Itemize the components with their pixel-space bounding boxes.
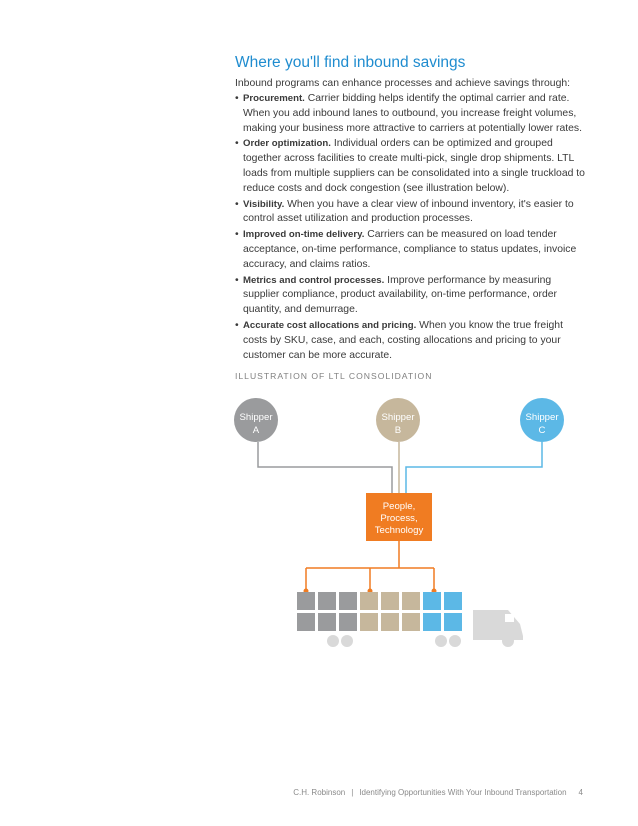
wheel — [341, 635, 353, 647]
svg-text:Shipper: Shipper — [239, 412, 273, 423]
shipper-a-node — [234, 398, 278, 442]
cargo-box — [318, 592, 336, 610]
shipper-c-node — [520, 398, 564, 442]
cargo-box — [423, 613, 441, 631]
cargo-box — [444, 592, 462, 610]
list-item: • Accurate cost allocations and pricing. When you know the true freight costs by SKU, case, and each, costing allocations and pricing to your customer can be more accurate. — [235, 319, 563, 361]
cargo-box — [297, 613, 315, 631]
wheel — [449, 635, 461, 647]
footer-doc-title: Identifying Opportunities With Your Inbound Transportation — [359, 788, 567, 797]
list-item: • Improved on-time delivery. Carriers can be measured on load tender acceptance, on-time performance, compliance to status updates, invoice accuracy, and claims ratios. — [235, 229, 577, 270]
cargo-box — [297, 592, 315, 610]
wheel — [327, 635, 339, 647]
distribution-connector — [306, 541, 434, 590]
svg-text:B: B — [394, 425, 402, 436]
wheel — [435, 635, 447, 647]
illustration-label: ILLUSTRATION OF LTL CONSOLIDATION — [235, 371, 433, 381]
svg-text:Shipper: Shipper — [525, 412, 559, 423]
intro-text: Inbound programs can enhance processes and achieve savings through: — [235, 78, 571, 89]
cargo-box — [381, 613, 399, 631]
cargo-box — [402, 592, 420, 610]
cargo-box — [444, 613, 462, 631]
footer-company: C.H. Robinson — [293, 788, 346, 797]
savings-list — [235, 92, 585, 363]
section-title: Where you'll find inbound savings — [235, 54, 466, 71]
main-content — [235, 54, 585, 364]
list-item: • Procurement. Carrier bidding helps identify the optimal carrier and rate. When you add inbound lanes to outbound, you increase freight volumes, making your business more attractive to carriers at potentially lower rates. — [235, 93, 582, 134]
cargo-box — [360, 592, 378, 610]
page-footer — [293, 788, 583, 797]
svg-text:People,: People, — [382, 501, 416, 512]
truck-cab — [473, 610, 523, 640]
svg-text:Technology: Technology — [374, 525, 424, 536]
page-number: 4 — [578, 788, 583, 797]
cargo-box — [339, 592, 357, 610]
cargo-box — [360, 613, 378, 631]
svg-text:A: A — [252, 425, 260, 436]
truck-cab-window — [505, 614, 514, 622]
ltl-consolidation-diagram — [0, 390, 638, 660]
list-item: • Metrics and control processes. Improve performance by measuring supplier compliance, product availability, on-time performance, order quantity, and demurrage. — [235, 274, 557, 316]
svg-text:Process,: Process, — [380, 513, 418, 524]
connector-a — [258, 442, 392, 493]
shipper-b-node — [376, 398, 420, 442]
cargo-box — [339, 613, 357, 631]
people-process-technology-node — [366, 493, 432, 541]
list-item: • Visibility. When you have a clear view of inbound inventory, it's easier to control asset utilization and production processes. — [235, 198, 574, 225]
footer-separator: | — [351, 788, 354, 797]
cargo-box — [402, 613, 420, 631]
list-item: • Order optimization. Individual orders can be optimized and grouped together across facilities to create multi-pick, single drop shipments. LTL loads from multiple suppliers can be consolidated into a single truckload to reduce costs and dock congestion (see illustration below). — [235, 138, 585, 194]
connector-c — [406, 442, 542, 493]
wheel — [502, 635, 514, 647]
cargo-box — [381, 592, 399, 610]
svg-text:Shipper: Shipper — [381, 412, 415, 423]
cargo-box — [423, 592, 441, 610]
cargo-box — [318, 613, 336, 631]
svg-text:C: C — [538, 425, 546, 436]
consolidated-trailer-load — [297, 592, 462, 631]
